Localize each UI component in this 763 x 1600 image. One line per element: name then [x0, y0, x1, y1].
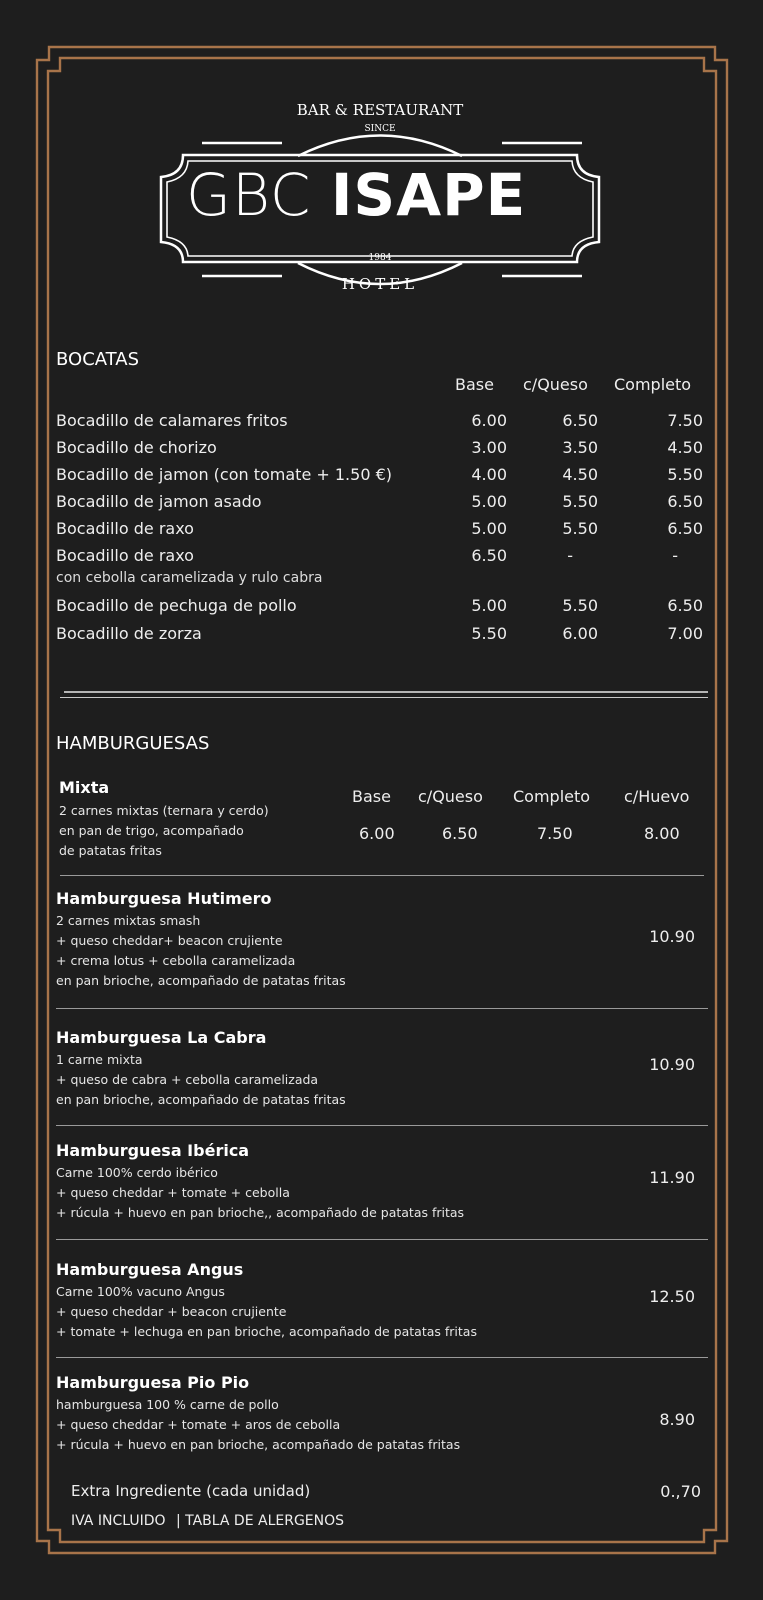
logo-bar-restaurant-text: BAR & RESTAURANT — [296, 101, 464, 119]
price-base: 3.00 — [471, 438, 507, 457]
section-title-bocatas: BOCATAS — [56, 349, 140, 370]
price-queso: - — [567, 546, 573, 565]
item-name: Mixta — [59, 778, 110, 797]
column-header-queso: c/Queso — [418, 787, 483, 806]
item-name: Hamburguesa Pio Pio — [56, 1373, 250, 1392]
item-desc-line: + rúcula + huevo en pan brioche,, acompañado de patatas fritas — [56, 1205, 465, 1220]
item-desc-line: de patatas fritas — [59, 843, 162, 858]
item-desc-line: 2 carnes mixtas (ternara y cerdo) — [59, 803, 269, 818]
section-divider-thin — [60, 697, 708, 698]
item-name: Bocadillo de jamon (con tomate + 1.50 €) — [56, 465, 393, 484]
allergens-table-link[interactable]: | TABLA DE ALERGENOS — [175, 1513, 345, 1529]
price-completo: 7.00 — [667, 624, 703, 643]
price-queso: 5.50 — [562, 596, 598, 615]
price-base: 5.00 — [471, 519, 507, 538]
logo-name-light: GBC — [186, 161, 312, 229]
logo-name-bold: ISAPE — [330, 161, 527, 229]
column-header-base: Base — [455, 375, 494, 394]
column-header-queso: c/Queso — [523, 375, 588, 394]
item-desc-line: Carne 100% cerdo ibérico — [56, 1165, 218, 1180]
section-title-hamburguesas: HAMBURGUESAS — [56, 733, 210, 754]
price-completo: - — [672, 546, 678, 565]
price-base: 4.00 — [471, 465, 507, 484]
item-desc-line: + queso cheddar+ beacon crujiente — [56, 933, 283, 948]
price-queso: 6.00 — [562, 624, 598, 643]
item-name: Hamburguesa Hutimero — [56, 889, 272, 908]
logo-since-text: SINCE — [364, 124, 396, 134]
item-subtitle: con cebolla caramelizada y rulo cabra — [56, 570, 323, 586]
price-queso: 3.50 — [562, 438, 598, 457]
price-completo: 6.50 — [667, 519, 703, 538]
price-huevo: 8.00 — [644, 824, 680, 843]
price-queso: 6.50 — [442, 824, 478, 843]
logo-hotel-text: HOTEL — [341, 275, 419, 293]
item-desc-line: Carne 100% vacuno Angus — [56, 1284, 225, 1299]
price-completo: 7.50 — [537, 824, 573, 843]
price-completo: 7.50 — [667, 411, 703, 430]
item-name: Bocadillo de chorizo — [56, 438, 217, 457]
item-divider — [56, 1239, 708, 1240]
item-desc-line: hamburguesa 100 % carne de pollo — [56, 1397, 279, 1412]
iva-included-text: IVA INCLUIDO — [71, 1513, 166, 1529]
item-desc-line: + crema lotus + cebolla caramelizada — [56, 953, 296, 968]
column-header-completo: Completo — [513, 787, 591, 806]
item-price: 10.90 — [649, 927, 695, 946]
item-name: Bocadillo de zorza — [56, 624, 202, 643]
extra-ingredient-price: 0.,70 — [660, 1482, 701, 1501]
price-base: 5.00 — [471, 596, 507, 615]
item-name: Hamburguesa La Cabra — [56, 1028, 267, 1047]
column-header-completo: Completo — [614, 375, 692, 394]
price-base: 5.00 — [471, 492, 507, 511]
item-desc-line: en pan brioche, acompañado de patatas fritas — [56, 1092, 346, 1107]
price-base: 5.50 — [471, 624, 507, 643]
item-price: 11.90 — [649, 1168, 695, 1187]
item-name: Bocadillo de calamares fritos — [56, 411, 288, 430]
price-queso: 6.50 — [562, 411, 598, 430]
item-desc-line: + queso cheddar + beacon crujiente — [56, 1304, 287, 1319]
price-completo: 5.50 — [667, 465, 703, 484]
item-desc-line: en pan de trigo, acompañado — [59, 823, 244, 838]
price-queso: 5.50 — [562, 519, 598, 538]
item-name: Hamburguesa Ibérica — [56, 1141, 250, 1160]
column-header-base: Base — [352, 787, 391, 806]
item-desc-line: + queso cheddar + tomate + cebolla — [56, 1185, 290, 1200]
item-desc-line: + queso cheddar + tomate + aros de cebolla — [56, 1417, 341, 1432]
item-desc-line: en pan brioche, acompañado de patatas fritas — [56, 973, 346, 988]
item-name: Hamburguesa Angus — [56, 1260, 244, 1279]
section-divider — [64, 691, 708, 693]
item-name: Bocadillo de raxo — [56, 546, 194, 565]
item-desc-line: + tomate + lechuga en pan brioche, acompañado de patatas fritas — [56, 1324, 477, 1339]
item-desc-line: + rúcula + huevo en pan brioche, acompañado de patatas fritas — [56, 1437, 461, 1452]
item-divider — [56, 1008, 708, 1009]
price-completo: 6.50 — [667, 492, 703, 511]
price-completo: 4.50 — [667, 438, 703, 457]
restaurant-logo — [150, 95, 610, 305]
item-name: Bocadillo de pechuga de pollo — [56, 596, 297, 615]
price-completo: 6.50 — [667, 596, 703, 615]
item-desc-line: 2 carnes mixtas smash — [56, 913, 201, 928]
item-desc-line: 1 carne mixta — [56, 1052, 143, 1067]
price-base: 6.50 — [471, 546, 507, 565]
item-name: Bocadillo de raxo — [56, 519, 194, 538]
item-divider — [56, 1357, 708, 1358]
extra-ingredient-label: Extra Ingrediente (cada unidad) — [71, 1482, 311, 1500]
footer-note — [71, 1513, 344, 1529]
item-price: 8.90 — [659, 1410, 695, 1429]
item-divider — [60, 875, 704, 876]
item-name: Bocadillo de jamon asado — [56, 492, 262, 511]
item-desc-line: + queso de cabra + cebolla caramelizada — [56, 1072, 319, 1087]
price-queso: 5.50 — [562, 492, 598, 511]
price-base: 6.00 — [359, 824, 395, 843]
item-divider — [56, 1125, 708, 1126]
logo-year-text: 1984 — [368, 253, 392, 263]
column-header-huevo: c/Huevo — [624, 787, 690, 806]
logo-name — [186, 161, 526, 229]
price-queso: 4.50 — [562, 465, 598, 484]
item-price: 10.90 — [649, 1055, 695, 1074]
price-base: 6.00 — [471, 411, 507, 430]
item-price: 12.50 — [649, 1287, 695, 1306]
